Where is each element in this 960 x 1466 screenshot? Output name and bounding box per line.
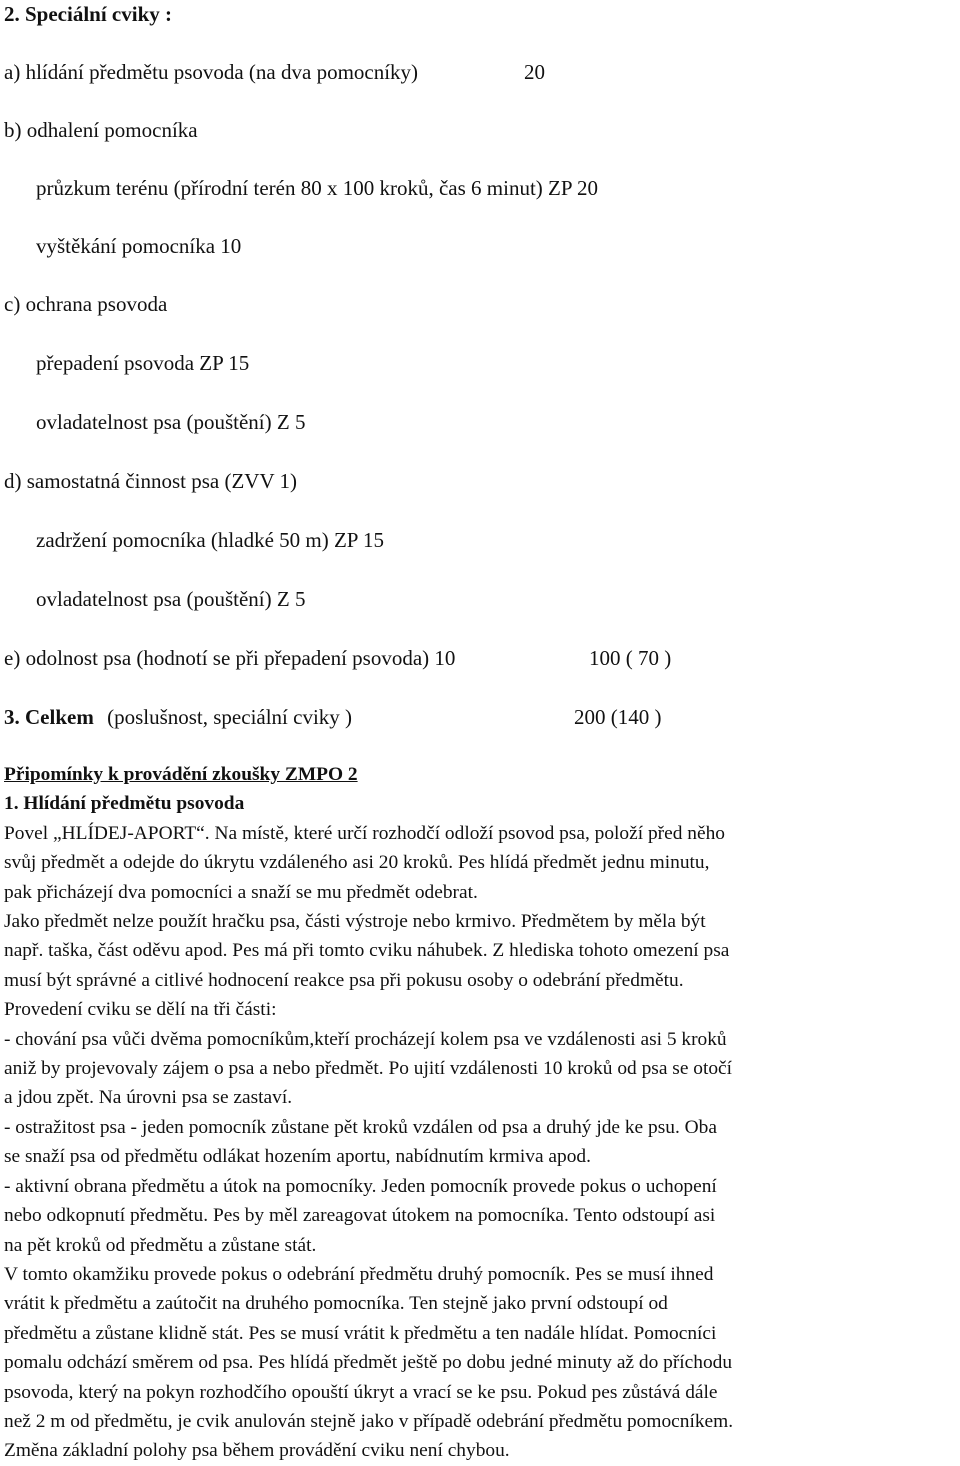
- remarks-line: na pět kroků od předmětu a zůstane stát.: [4, 1234, 317, 1256]
- remarks-line: pak přicházejí dva pomocníci a snaží se mu předmět odebrat.: [4, 881, 478, 903]
- remarks-line: psovoda, který na pokyn rozhodčího opouští úkryt a vrací se ke psu. Pokud pes zůstává dále: [4, 1381, 718, 1403]
- remarks-line: se snaží psa od předmětu odlákat hozením aportu, nabídnutím krmiva apod.: [4, 1146, 591, 1168]
- remarks-line: - chování psa vůči dvěma pomocníkům,kteří procházejí kolem psa ve vzdálenosti asi 5 kroků: [4, 1028, 727, 1050]
- section-3-total: 200 (140 ): [574, 705, 662, 729]
- remarks-line: než 2 m od předmětu, je cvik anulován stejně jako v případě odebrání předmětu pomocníkem.: [4, 1410, 734, 1432]
- remarks-line: Povel „HLÍDEJ-APORT“. Na místě, které určí rozhodčí odloží psovod psa, položí před něho: [4, 822, 725, 844]
- remarks-line: nebo odkopnutí předmětu. Pes by měl zareagovat útokem na pomocníka. Tento odstoupí asi: [4, 1205, 716, 1227]
- remarks-line: - aktivní obrana předmětu a útok na pomocníky. Jeden pomocník provede pokus o uchopení: [4, 1175, 717, 1197]
- remarks-line: pomalu odchází směrem od psa. Pes hlídá předmět ještě po dobu jedné minuty až do příchodu: [4, 1352, 733, 1374]
- section-3-number: 3. Celkem: [4, 705, 94, 729]
- item-a-points: 20: [524, 60, 545, 84]
- remarks-block: [4, 760, 958, 1466]
- item-c: c) ochrana psovoda: [4, 292, 168, 316]
- item-e-label: e) odolnost psa (hodnotí se při přepadení psovoda) 10: [4, 646, 456, 670]
- remarks-line: svůj předmět a odejde do úkrytu vzdáleného asi 20 kroků. Pes hlídá předmět jednu minutu,: [4, 852, 710, 874]
- item-c1: přepadení psovoda ZP 15: [36, 351, 250, 375]
- remarks-line: předmětu a zůstane klidně stát. Pes se musí vrátit k předmětu a ten nadále hlídat. Pomocníci: [4, 1322, 717, 1344]
- remarks-line: Provedení cviku se dělí na tři části:: [4, 999, 277, 1021]
- item-a-label: a) hlídání předmětu psovoda (na dva pomocníky): [4, 60, 419, 84]
- item-a: [4, 60, 545, 84]
- remarks-subheading: 1. Hlídání předmětu psovoda: [4, 793, 245, 815]
- item-e: [4, 646, 672, 670]
- item-d1: zadržení pomocníka (hladké 50 m) ZP 15: [36, 528, 384, 552]
- remarks-line: např. taška, část oděvu apod. Pes má při tomto cviku náhubek. Z hlediska tohoto omezení psa: [4, 940, 730, 962]
- section-3: [4, 705, 662, 729]
- remarks-line: aniž by projevovaly zájem o psa a nebo předmět. Po ujití vzdálenosti 10 kroků od psa se otočí: [4, 1058, 733, 1080]
- remarks-line: V tomto okamžiku provede pokus o odebrání předmětu druhý pomocník. Pes se musí ihned: [4, 1263, 714, 1285]
- item-b: b) odhalení pomocníka: [4, 118, 198, 142]
- item-b2: vyštěkání pomocníka 10: [36, 234, 242, 258]
- remarks-line: a jdou zpět. Na úrovni psa se zastaví.: [4, 1087, 293, 1109]
- section-2-title: 2. Speciální cviky :: [4, 2, 173, 26]
- section-3-text: (poslušnost, speciální cviky ): [107, 705, 353, 729]
- remarks-line: Jako předmět nelze použít hračku psa, části výstroje nebo krmivo. Předmětem by měla být: [4, 911, 706, 933]
- remarks-line: musí být správné a citlivé hodnocení reakce psa při pokusu osoby o odebrání předmětu.: [4, 969, 684, 991]
- item-b1: průzkum terénu (přírodní terén 80 x 100 kroků, čas 6 minut) ZP 20: [36, 176, 599, 200]
- item-c2: ovladatelnost psa (pouštění) Z 5: [36, 410, 306, 434]
- remarks-line: - ostražitost psa - jeden pomocník zůstane pět kroků vzdálen od psa a druhý jde ke psu. Oba: [4, 1116, 717, 1138]
- item-e-total: 100 ( 70 ): [589, 646, 672, 670]
- item-d: d) samostatná činnost psa (ZVV 1): [4, 469, 297, 493]
- remarks-line: vrátit k předmětu a zaútočit na druhého pomocníka. Ten stejně jako první odstoupí od: [4, 1293, 668, 1315]
- remarks-heading: Připomínky k provádění zkoušky ZMPO 2: [4, 764, 358, 785]
- item-d2: ovladatelnost psa (pouštění) Z 5: [36, 587, 306, 611]
- remarks-line: Změna základní polohy psa během provádění cviku není chybou.: [4, 1440, 510, 1462]
